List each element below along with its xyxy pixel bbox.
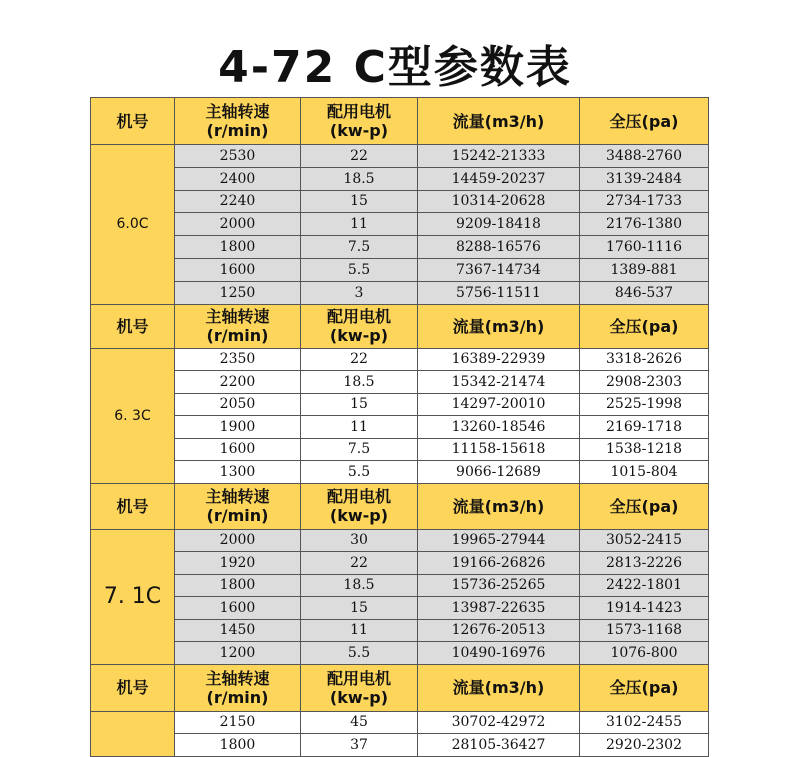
pressure-cell: 2525-1998 — [580, 393, 709, 416]
flow-cell: 14459-20237 — [418, 167, 580, 190]
table-row — [91, 145, 709, 168]
header-motor — [301, 304, 418, 348]
table-row — [91, 642, 709, 665]
pressure-cell: 3488-2760 — [580, 145, 709, 168]
flow-cell: 16389-22939 — [418, 348, 580, 371]
motor-cell: 11 — [301, 619, 418, 642]
flow-cell: 5756-11511 — [418, 281, 580, 304]
header-pressure: 全压(pa) — [580, 98, 709, 145]
header-speed-line1: 主轴转速 — [205, 307, 270, 327]
header-motor-line2: (kw-p) — [329, 121, 389, 140]
speed-cell: 2000 — [175, 213, 301, 236]
speed-cell: 1600 — [175, 438, 301, 461]
motor-cell: 5.5 — [301, 258, 418, 281]
header-speed — [175, 98, 301, 145]
parameter-table — [90, 97, 709, 757]
flow-cell: 9066-12689 — [418, 461, 580, 484]
table-row — [91, 393, 709, 416]
speed-cell: 1800 — [175, 574, 301, 597]
speed-cell: 1800 — [175, 236, 301, 259]
model-cell: 6. 3C — [91, 348, 175, 483]
pressure-cell: 2908-2303 — [580, 371, 709, 394]
speed-cell: 1250 — [175, 281, 301, 304]
pressure-cell: 3318-2626 — [580, 348, 709, 371]
motor-cell: 5.5 — [301, 642, 418, 665]
motor-cell: 11 — [301, 416, 418, 439]
header-motor-line1: 配用电机 — [326, 102, 391, 121]
motor-cell: 11 — [301, 213, 418, 236]
table-row — [91, 619, 709, 642]
flow-cell: 11158-15618 — [418, 438, 580, 461]
speed-cell: 1450 — [175, 619, 301, 642]
speed-cell: 2530 — [175, 145, 301, 168]
flow-cell: 12676-20513 — [418, 619, 580, 642]
flow-cell: 19166-26826 — [418, 552, 580, 575]
table-row — [91, 348, 709, 371]
speed-cell: 1900 — [175, 416, 301, 439]
speed-cell: 1600 — [175, 258, 301, 281]
header-speed-line2: (r/min) — [206, 121, 269, 140]
pressure-cell: 3102-2455 — [580, 711, 709, 734]
header-speed-line1: 主轴转速 — [205, 487, 270, 507]
header-row — [91, 664, 709, 711]
motor-cell: 15 — [301, 393, 418, 416]
header-motor-line2: (kw-p) — [329, 506, 389, 526]
pressure-cell: 3052-2415 — [580, 529, 709, 552]
table-row — [91, 236, 709, 259]
pressure-cell: 1538-1218 — [580, 438, 709, 461]
motor-cell: 22 — [301, 552, 418, 575]
pressure-cell: 2813-2226 — [580, 552, 709, 575]
motor-cell: 22 — [301, 348, 418, 371]
flow-cell: 7367-14734 — [418, 258, 580, 281]
speed-cell: 2150 — [175, 711, 301, 734]
motor-cell: 22 — [301, 145, 418, 168]
flow-cell: 15736-25265 — [418, 574, 580, 597]
motor-cell: 7.5 — [301, 438, 418, 461]
speed-cell: 2400 — [175, 167, 301, 190]
header-row — [91, 483, 709, 529]
flow-cell: 8288-16576 — [418, 236, 580, 259]
flow-cell: 10314-20628 — [418, 190, 580, 213]
motor-cell: 18.5 — [301, 371, 418, 394]
header-speed-line2: (r/min) — [206, 326, 269, 346]
header-motor-line2: (kw-p) — [329, 326, 389, 346]
table-row — [91, 529, 709, 552]
header-row — [91, 98, 709, 145]
page-title: 4-72 C型参数表 — [218, 42, 572, 93]
header-model: 机号 — [91, 664, 175, 711]
speed-cell: 1300 — [175, 461, 301, 484]
table-row — [91, 258, 709, 281]
header-motor-line1: 配用电机 — [326, 307, 391, 327]
pressure-cell: 3139-2484 — [580, 167, 709, 190]
table-row — [91, 574, 709, 597]
model-cell: 6.0C — [91, 145, 175, 305]
header-speed-line2: (r/min) — [206, 506, 269, 526]
flow-cell: 15242-21333 — [418, 145, 580, 168]
header-speed — [175, 483, 301, 529]
header-flow: 流量(m3/h) — [418, 664, 580, 711]
table-row — [91, 552, 709, 575]
table-row — [91, 438, 709, 461]
motor-cell: 15 — [301, 190, 418, 213]
motor-cell: 15 — [301, 597, 418, 620]
header-motor — [301, 483, 418, 529]
table-row — [91, 281, 709, 304]
model-cell: 7. 1C — [91, 529, 175, 664]
header-row — [91, 304, 709, 348]
speed-cell: 1920 — [175, 552, 301, 575]
model-cell — [91, 711, 175, 757]
speed-cell: 1800 — [175, 734, 301, 757]
motor-cell: 18.5 — [301, 574, 418, 597]
table-row — [91, 167, 709, 190]
table-row — [91, 371, 709, 394]
pressure-cell: 846-537 — [580, 281, 709, 304]
motor-cell: 3 — [301, 281, 418, 304]
pressure-cell: 1760-1116 — [580, 236, 709, 259]
motor-cell: 5.5 — [301, 461, 418, 484]
header-model: 机号 — [91, 98, 175, 145]
speed-cell: 1200 — [175, 642, 301, 665]
pressure-cell: 2734-1733 — [580, 190, 709, 213]
header-flow: 流量(m3/h) — [418, 98, 580, 145]
flow-cell: 28105-36427 — [418, 734, 580, 757]
speed-cell: 1600 — [175, 597, 301, 620]
flow-cell: 9209-18418 — [418, 213, 580, 236]
header-model: 机号 — [91, 483, 175, 529]
table-row — [91, 597, 709, 620]
flow-cell: 15342-21474 — [418, 371, 580, 394]
speed-cell: 2000 — [175, 529, 301, 552]
motor-cell: 7.5 — [301, 236, 418, 259]
pressure-cell: 2176-1380 — [580, 213, 709, 236]
speed-cell: 2050 — [175, 393, 301, 416]
header-pressure: 全压(pa) — [580, 304, 709, 348]
table-row — [91, 190, 709, 213]
header-motor-line2: (kw-p) — [329, 687, 389, 707]
pressure-cell: 2422-1801 — [580, 574, 709, 597]
motor-cell: 45 — [301, 711, 418, 734]
header-flow: 流量(m3/h) — [418, 483, 580, 529]
pressure-cell: 2920-2302 — [580, 734, 709, 757]
flow-cell: 10490-16976 — [418, 642, 580, 665]
parameter-table-body — [91, 98, 709, 757]
table-row — [91, 734, 709, 757]
header-motor — [301, 98, 418, 145]
speed-cell: 2200 — [175, 371, 301, 394]
pressure-cell: 1015-804 — [580, 461, 709, 484]
header-flow: 流量(m3/h) — [418, 304, 580, 348]
motor-cell: 30 — [301, 529, 418, 552]
pressure-cell: 1076-800 — [580, 642, 709, 665]
flow-cell: 30702-42972 — [418, 711, 580, 734]
pressure-cell: 1573-1168 — [580, 619, 709, 642]
pressure-cell: 1914-1423 — [580, 597, 709, 620]
speed-cell: 2350 — [175, 348, 301, 371]
speed-cell: 2240 — [175, 190, 301, 213]
header-speed-line2: (r/min) — [206, 687, 269, 707]
header-pressure: 全压(pa) — [580, 483, 709, 529]
header-speed-line1: 主轴转速 — [205, 102, 270, 121]
header-model: 机号 — [91, 304, 175, 348]
pressure-cell: 1389-881 — [580, 258, 709, 281]
header-speed — [175, 304, 301, 348]
header-motor-line1: 配用电机 — [326, 668, 391, 688]
pressure-cell: 2169-1718 — [580, 416, 709, 439]
header-pressure: 全压(pa) — [580, 664, 709, 711]
table-row — [91, 711, 709, 734]
table-row — [91, 461, 709, 484]
header-motor-line1: 配用电机 — [326, 487, 391, 507]
flow-cell: 13987-22635 — [418, 597, 580, 620]
table-row — [91, 213, 709, 236]
motor-cell: 18.5 — [301, 167, 418, 190]
flow-cell: 14297-20010 — [418, 393, 580, 416]
table-row — [91, 416, 709, 439]
flow-cell: 19965-27944 — [418, 529, 580, 552]
header-motor — [301, 664, 418, 711]
flow-cell: 13260-18546 — [418, 416, 580, 439]
motor-cell: 37 — [301, 734, 418, 757]
header-speed — [175, 664, 301, 711]
header-speed-line1: 主轴转速 — [205, 668, 270, 688]
